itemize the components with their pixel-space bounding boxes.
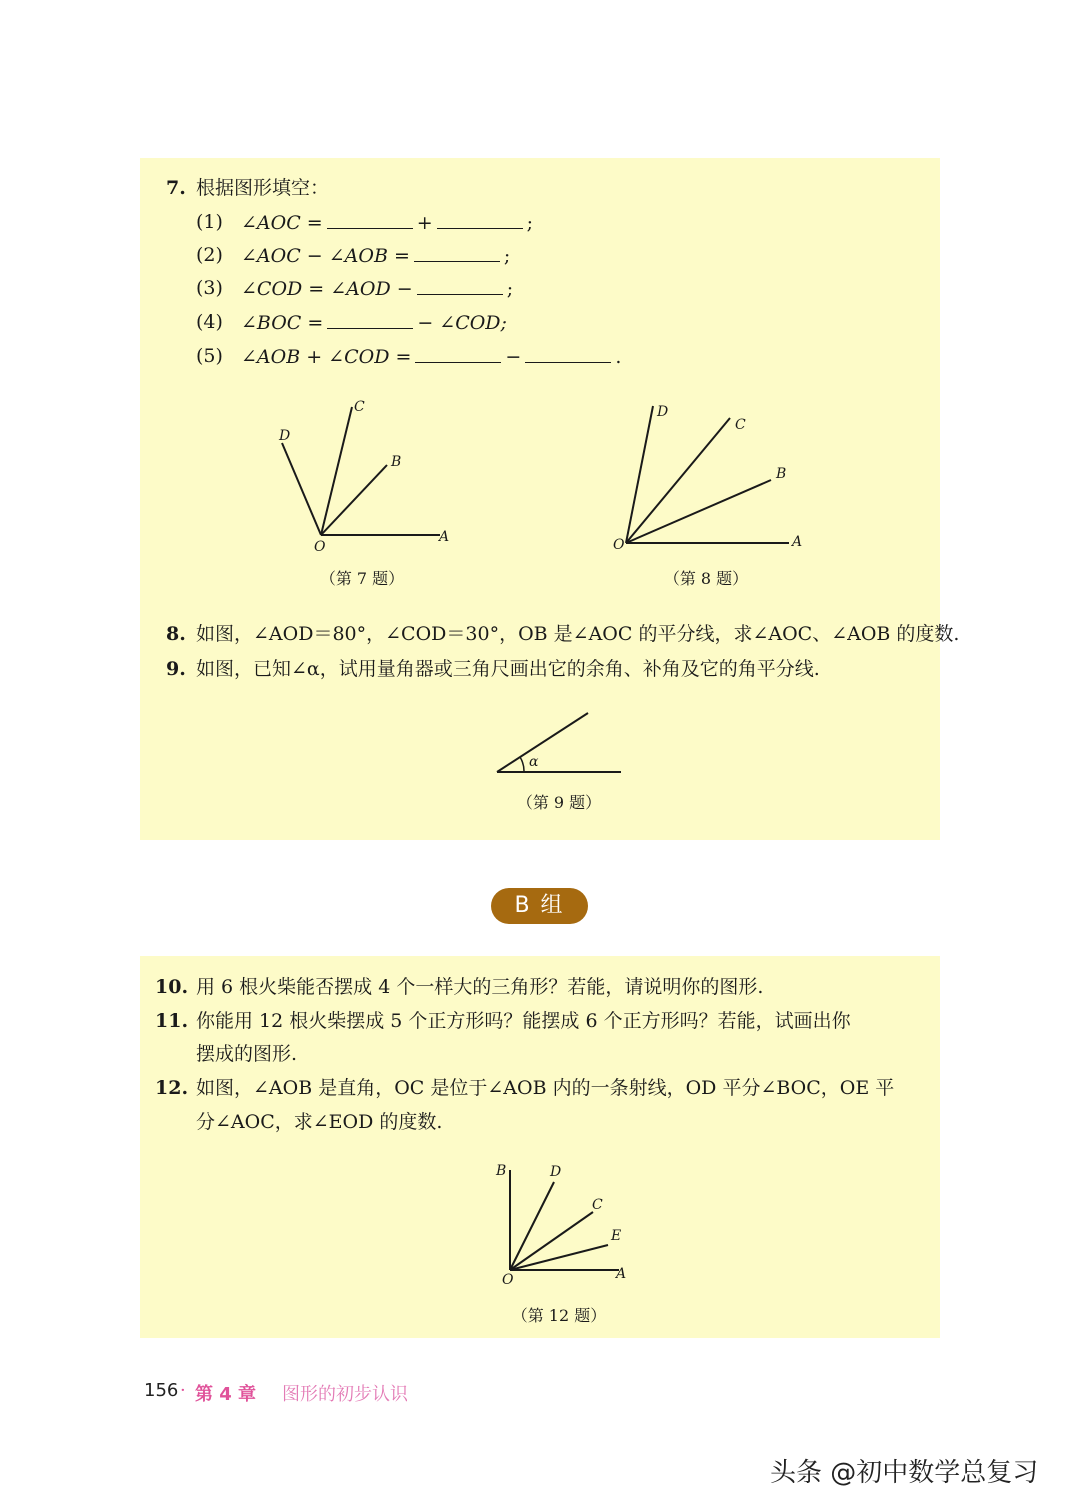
figure-7 <box>270 395 460 560</box>
question-number: 12. <box>155 1077 189 1099</box>
label-d: D <box>550 1164 562 1180</box>
label-b: B <box>391 454 402 470</box>
footer-dot: · <box>180 1380 186 1401</box>
ray-od <box>510 1182 554 1270</box>
operator: − <box>505 346 522 368</box>
figure-9-caption: （第 9 题） <box>516 793 602 812</box>
question-text-line-1: 你能用 12 根火柴摆成 5 个正方形吗？能摆成 6 个正方形吗？若能，试画出你 <box>196 1010 851 1032</box>
label-c: C <box>592 1197 603 1213</box>
answer-blank[interactable] <box>327 310 413 329</box>
item-end: ; <box>506 278 514 300</box>
angle-arc <box>520 757 524 772</box>
answer-blank[interactable] <box>525 344 611 363</box>
item-end: . <box>615 346 622 368</box>
ray-ob <box>626 480 771 543</box>
question-text: 用 6 根火柴能否摆成 4 个一样大的三角形？若能，请说明你的图形. <box>196 976 764 998</box>
question-text: 根据图形填空： <box>196 177 330 199</box>
label-o: O <box>502 1272 514 1288</box>
question-number: 9. <box>166 658 186 680</box>
answer-blank[interactable] <box>327 210 413 229</box>
figure-12-caption: （第 12 题） <box>511 1306 607 1325</box>
ray-oc <box>626 418 730 543</box>
chapter-title: 图形的初步认识 <box>282 1384 408 1405</box>
answer-blank[interactable] <box>415 344 501 363</box>
question-11-line-2: 摆成的图形. <box>196 1043 298 1065</box>
label-o: O <box>613 537 625 553</box>
item-label: (1) <box>196 211 223 233</box>
item-label: (4) <box>196 311 223 333</box>
watermark: 头条 @初中数学总复习 <box>770 1458 1039 1488</box>
figure-12 <box>490 1158 630 1288</box>
chapter-label: 第 4 章 <box>195 1384 257 1405</box>
question-text: 如图，∠AOD＝80°，∠COD＝30°，OB 是∠AOC 的平分线，求∠AOC、∠AOB 的度数. <box>196 623 960 645</box>
label-d: D <box>279 428 291 444</box>
label-b: B <box>776 466 787 482</box>
question-number: 7. <box>166 177 186 199</box>
question-number: 11. <box>155 1010 189 1032</box>
label-c: C <box>735 417 746 433</box>
question-text-line-1: 如图，∠AOB 是直角，OC 是位于∠AOB 内的一条射线，OD 平分∠BOC，OE 平 <box>196 1077 895 1099</box>
group-b-badge: B 组 <box>491 888 588 924</box>
ray-od <box>282 443 321 535</box>
item-expression: ∠BOC = <box>241 312 324 334</box>
ray-od <box>626 406 653 543</box>
question-text: 如图，已知∠α，试用量角器或三角尺画出它的余角、补角及它的角平分线. <box>196 658 820 680</box>
figure-7-caption: （第 7 题） <box>319 569 405 588</box>
ray-oc <box>321 407 352 535</box>
question-number: 8. <box>166 623 186 645</box>
operator: + <box>416 212 433 234</box>
figure-9 <box>490 705 630 780</box>
angle-side-2 <box>497 713 588 772</box>
item-expression: ∠COD = ∠AOD − <box>241 278 413 300</box>
label-c: C <box>354 399 365 415</box>
label-e: E <box>611 1228 622 1244</box>
item-label: (5) <box>196 345 223 367</box>
item-expression: ∠AOB + ∠COD = <box>241 346 412 368</box>
label-a: A <box>792 534 803 550</box>
figure-8 <box>605 400 820 560</box>
item-end: ; <box>503 245 511 267</box>
question-number: 10. <box>155 976 189 998</box>
page-number: 156 <box>144 1380 179 1401</box>
label-a: A <box>439 529 450 545</box>
question-12-line-2: 分∠AOC，求∠EOD 的度数. <box>196 1111 443 1133</box>
item-end: − ∠COD; <box>417 312 507 334</box>
ray-ob <box>321 465 387 535</box>
alpha-label: α <box>529 754 539 770</box>
answer-blank[interactable] <box>437 210 523 229</box>
item-label: (3) <box>196 277 223 299</box>
ray-oc <box>510 1212 593 1270</box>
answer-blank[interactable] <box>417 276 503 295</box>
item-end: ; <box>526 212 534 234</box>
item-expression: ∠AOC = <box>241 212 323 234</box>
answer-blank[interactable] <box>414 243 500 262</box>
item-expression: ∠AOC − ∠AOB = <box>241 245 410 267</box>
label-a: A <box>616 1266 627 1282</box>
item-label: (2) <box>196 244 223 266</box>
label-o: O <box>314 539 326 555</box>
label-b: B <box>496 1163 507 1179</box>
label-d: D <box>657 404 669 420</box>
figure-8-caption: （第 8 题） <box>663 569 749 588</box>
ray-oe <box>510 1245 608 1270</box>
